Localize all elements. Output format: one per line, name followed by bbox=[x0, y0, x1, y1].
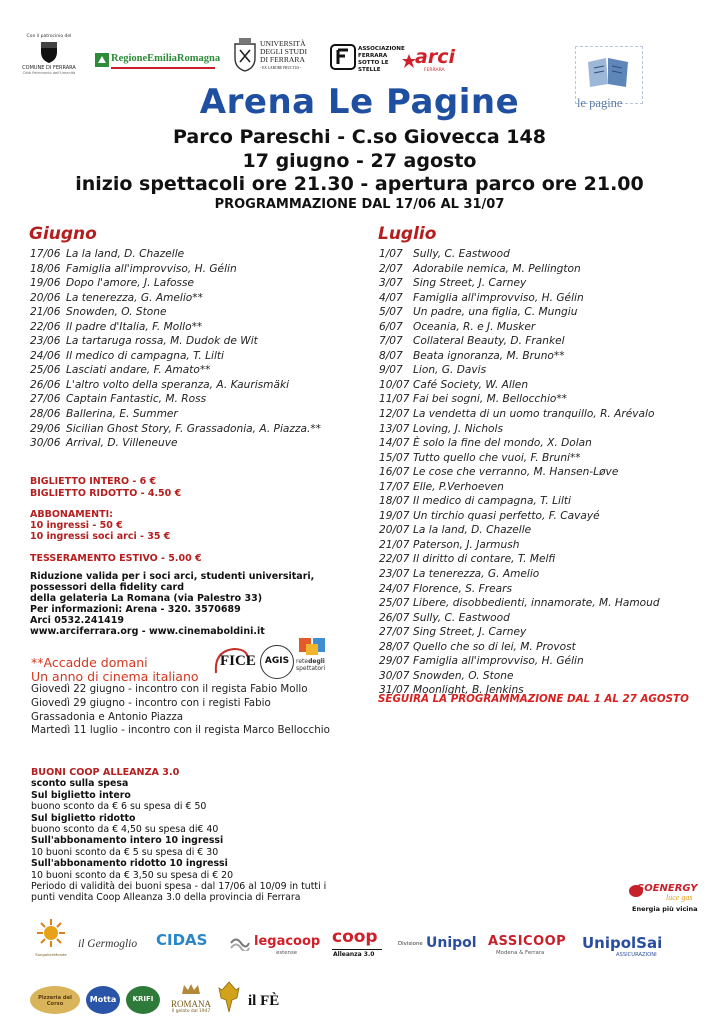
logo-regione: RegioneEmiliaRomagna bbox=[95, 50, 217, 70]
film-title: Ballerina, E. Summer bbox=[66, 408, 178, 421]
luglio-film-item bbox=[379, 538, 660, 553]
accadde-domani-title: **Accadde domani Un anno di cinema italiano bbox=[31, 655, 199, 684]
riduzione-line-3: della gelateria La Romana (via Palestro 33) bbox=[30, 593, 263, 604]
page-title: Arena Le Pagine bbox=[199, 82, 520, 122]
logo-divisione-unipol: Divisione Unipol bbox=[398, 935, 477, 951]
giugno-film-item bbox=[30, 276, 321, 291]
film-date: 11/07 bbox=[379, 393, 410, 406]
giugno-film-item bbox=[30, 334, 321, 349]
film-date: 27/07 bbox=[379, 626, 410, 639]
giugno-film-list bbox=[30, 247, 321, 451]
giugno-film-item bbox=[30, 436, 321, 451]
film-title: Lasciati andare, F. Amato** bbox=[66, 364, 211, 377]
luglio-film-item bbox=[379, 247, 660, 262]
luglio-film-item bbox=[379, 276, 660, 291]
film-title: Café Society, W. Allen bbox=[413, 378, 529, 391]
price-intero: BIGLIETTO INTERO - 6 € bbox=[30, 476, 157, 487]
riduzione-line-1: Riduzione valida per i soci arci, studenti universitari, bbox=[30, 571, 315, 582]
logo-legacoop: legacoop estense bbox=[230, 932, 316, 958]
film-title: Loving, J. Nichols bbox=[413, 422, 503, 435]
luglio-film-item bbox=[379, 625, 660, 640]
film-date: 24/07 bbox=[379, 582, 410, 595]
giugno-film-item bbox=[30, 320, 321, 335]
film-date: 18/07 bbox=[379, 495, 410, 508]
film-date: 2/07 bbox=[379, 262, 403, 275]
luglio-film-item bbox=[379, 407, 660, 422]
film-title: Un tirchio quasi perfetto, F. Cavayé bbox=[413, 509, 600, 522]
logo-soenergy: SOENERGY luce gas Energia più vicina bbox=[628, 883, 704, 917]
comune-crest-icon bbox=[39, 40, 59, 64]
film-title: Sully, C. Eastwood bbox=[413, 248, 510, 260]
giugno-film-item bbox=[30, 363, 321, 378]
film-title: Adorabile nemica, M. Pellington bbox=[413, 262, 581, 275]
film-date: 24/06 bbox=[30, 349, 61, 362]
film-title: Sing Street, J. Carney bbox=[413, 277, 527, 290]
film-title: È solo la fine del mondo, X. Dolan bbox=[413, 437, 592, 450]
logo-ferrara-sotto-le-stelle: ASSOCIAZIONE FERRARA SOTTO LE STELLE bbox=[330, 44, 396, 74]
film-title: Famiglia all'improvviso, H. Gélin bbox=[413, 655, 584, 668]
logo-cidas: CIDAS bbox=[156, 931, 208, 949]
film-title: Le cose che verranno, M. Hansen-Løve bbox=[413, 466, 619, 479]
event-line: Giovedì 29 giugno - incontro con i registi Fabio bbox=[31, 696, 271, 709]
film-date: 19/06 bbox=[30, 277, 61, 290]
luglio-film-item bbox=[379, 669, 660, 684]
film-title: Il medico di campagna, T. Lilti bbox=[66, 349, 225, 362]
film-date: 1/07 bbox=[379, 248, 403, 260]
film-title: Oceania, R. e J. Musker bbox=[413, 320, 536, 333]
film-date: 9/07 bbox=[379, 364, 403, 377]
arci-star-icon bbox=[402, 54, 416, 68]
film-title: Quello che so di lei, M. Provost bbox=[413, 640, 576, 653]
logo-le-pagine: le pagine bbox=[574, 44, 650, 116]
logo-comune-ferrara: Con il patrocinio del COMUNE DI FERRARA Città Patrimonio dell'Umanità bbox=[22, 34, 76, 75]
film-title: Beata ignoranza, M. Bruno** bbox=[413, 349, 565, 362]
film-title: Snowden, O. Stone bbox=[66, 306, 167, 319]
film-title: Snowden, O. Stone bbox=[413, 669, 514, 682]
film-title: La la land, D. Chazelle bbox=[66, 248, 185, 260]
luglio-film-item bbox=[379, 552, 660, 567]
venue-address: Parco Pareschi - C.so Giovecca 148 bbox=[173, 126, 546, 148]
unife-crest-icon bbox=[232, 38, 258, 72]
film-title: Libere, disobbedienti, innamorate, M. Hamoud bbox=[413, 597, 660, 610]
luglio-film-list bbox=[379, 247, 660, 698]
film-date: 22/06 bbox=[30, 320, 61, 333]
luglio-film-item bbox=[379, 392, 660, 407]
logo-unife: UNIVERSITÀ DEGLI STUDI DI FERRARA - EX LABORE FRUCTUS - bbox=[232, 38, 322, 78]
giugno-heading: Giugno bbox=[29, 224, 97, 244]
film-title: Lion, G. Davis bbox=[413, 364, 487, 377]
logo-fice: FICE bbox=[212, 645, 254, 677]
giugno-film-item bbox=[30, 407, 321, 422]
coop-heading: BUONI COOP ALLEANZA 3.0 bbox=[31, 767, 180, 778]
film-title: Sicilian Ghost Story, F. Grassadonia, A. Piazza.** bbox=[66, 422, 321, 435]
info-phone-arena: Per informazioni: Arena - 320. 3570689 bbox=[30, 604, 241, 615]
film-date: 28/06 bbox=[30, 408, 61, 421]
luglio-film-item bbox=[379, 611, 660, 626]
logo-pizzeria: Pizzeria del Corso bbox=[30, 986, 80, 1014]
abbonamento-soci: 10 ingressi soci arci - 35 € bbox=[30, 531, 171, 542]
luglio-film-item bbox=[379, 509, 660, 524]
film-title: Un padre, una figlia, C. Mungiu bbox=[413, 306, 578, 319]
info-phone-arci: Arci 0532.241419 bbox=[30, 615, 124, 626]
film-date: 17/06 bbox=[30, 248, 61, 260]
luglio-film-item bbox=[379, 349, 660, 364]
film-date: 31/07 bbox=[379, 684, 410, 697]
film-title: Il padre d'Italia, F. Mollo** bbox=[66, 320, 203, 333]
film-date: 26/06 bbox=[30, 378, 61, 391]
logo-arci: arci FERRARA bbox=[402, 44, 448, 74]
film-date: 19/07 bbox=[379, 509, 410, 522]
film-title: Famiglia all'improvviso, H. Gélin bbox=[413, 291, 584, 304]
film-date: 10/07 bbox=[379, 378, 410, 391]
logo-unipolsai: UnipolSai ASSICURAZIONI bbox=[582, 934, 663, 958]
film-date: 25/07 bbox=[379, 597, 410, 610]
luglio-film-item bbox=[379, 320, 660, 335]
film-title: L'altro volto della speranza, A. Kaurismäki bbox=[66, 378, 290, 391]
logo-motta: Motta bbox=[86, 986, 120, 1014]
luglio-film-item bbox=[379, 378, 660, 393]
luglio-film-item bbox=[379, 596, 660, 611]
logo-assicoop: ASSICOOP Modena & Ferrara bbox=[488, 934, 567, 956]
logo-il-fe: il FÈ bbox=[248, 993, 280, 1009]
giugno-film-item bbox=[30, 392, 321, 407]
film-title: Elle, P.Verhoeven bbox=[413, 480, 504, 493]
film-date: 28/07 bbox=[379, 640, 410, 653]
giugno-film-item bbox=[30, 247, 321, 262]
luglio-film-item bbox=[379, 422, 660, 437]
fsls-f-icon bbox=[330, 44, 356, 70]
luglio-film-item bbox=[379, 363, 660, 378]
film-date: 15/07 bbox=[379, 451, 410, 464]
abbonamento-10: 10 ingressi - 50 € bbox=[30, 520, 123, 531]
luglio-film-item bbox=[379, 262, 660, 277]
romana-crown-icon bbox=[181, 983, 201, 995]
event-line: Martedì 11 luglio - incontro con il regista Marco Bellocchio bbox=[31, 724, 330, 737]
regione-mark-icon bbox=[95, 53, 109, 67]
tesseramento: TESSERAMENTO ESTIVO - 5.00 € bbox=[30, 553, 202, 564]
film-title: Fai bei sogni, M. Bellocchio** bbox=[413, 393, 567, 406]
luglio-film-item bbox=[379, 305, 660, 320]
film-date: 23/07 bbox=[379, 568, 410, 581]
film-date: 21/07 bbox=[379, 538, 410, 551]
film-date: 29/07 bbox=[379, 655, 410, 668]
info-websites[interactable]: www.arciferrara.org - www.cinemaboldini.it bbox=[30, 626, 265, 637]
film-date: 17/07 bbox=[379, 480, 410, 493]
luglio-film-item bbox=[379, 436, 660, 451]
price-ridotto: BIGLIETTO RIDOTTO - 4.50 € bbox=[30, 488, 182, 499]
august-notice: SEGUIRÀ LA PROGRAMMAZIONE DAL 1 AL 27 AGOSTO bbox=[378, 693, 689, 705]
film-date: 12/07 bbox=[379, 408, 410, 421]
giugno-film-item bbox=[30, 378, 321, 393]
film-date: 18/06 bbox=[30, 262, 61, 275]
film-date: 29/06 bbox=[30, 422, 61, 435]
logo-eagle bbox=[218, 980, 240, 1014]
luglio-heading: Luglio bbox=[378, 224, 437, 244]
film-date: 7/07 bbox=[379, 335, 403, 348]
event-line: Grassadonia e Antonio Piazza bbox=[31, 710, 184, 723]
giugno-film-item bbox=[30, 291, 321, 306]
film-title: Tutto quello che vuoi, F. Bruni** bbox=[413, 451, 581, 464]
film-date: 8/07 bbox=[379, 349, 403, 362]
luglio-film-item bbox=[379, 465, 660, 480]
film-date: 14/07 bbox=[379, 437, 410, 450]
film-title: Arrival, D. Villeneuve bbox=[66, 437, 178, 450]
film-date: 22/07 bbox=[379, 553, 410, 566]
season-dates: 17 giugno - 27 agosto bbox=[242, 150, 477, 172]
riduzione-line-2: possessori della fidelity card bbox=[30, 582, 185, 593]
luglio-film-item bbox=[379, 640, 660, 655]
regione-underline bbox=[111, 67, 215, 69]
luglio-film-item bbox=[379, 523, 660, 538]
luglio-film-item bbox=[379, 480, 660, 495]
film-title: Sully, C. Eastwood bbox=[413, 611, 510, 624]
show-times: inizio spettacoli ore 21.30 - apertura parco ore 21.00 bbox=[75, 173, 644, 195]
logo-agis: AGIS bbox=[260, 645, 294, 679]
luglio-film-item bbox=[379, 582, 660, 597]
film-date: 3/07 bbox=[379, 277, 403, 290]
film-title: La la land, D. Chazelle bbox=[413, 524, 532, 537]
film-date: 26/07 bbox=[379, 611, 410, 624]
film-title: La vendetta di un uomo tranquillo, R. Arévalo bbox=[413, 408, 655, 421]
film-date: 30/06 bbox=[30, 437, 61, 450]
film-date: 23/06 bbox=[30, 335, 61, 348]
film-title: Famiglia all'improvviso, H. Gélin bbox=[66, 262, 237, 275]
film-date: 6/07 bbox=[379, 320, 403, 333]
film-title: Moonlight, B. Jenkins bbox=[413, 684, 524, 697]
film-date: 20/06 bbox=[30, 291, 61, 304]
film-date: 13/07 bbox=[379, 422, 410, 435]
film-title: La tartaruga rossa, M. Dudok de Wit bbox=[66, 335, 258, 348]
film-title: La tenerezza, G. Amelio** bbox=[66, 291, 203, 304]
luglio-film-item bbox=[379, 451, 660, 466]
film-title: Sing Street, J. Carney bbox=[413, 626, 527, 639]
film-date: 21/06 bbox=[30, 306, 61, 319]
logo-germoglio: il Germoglio bbox=[78, 938, 138, 950]
sun-icon bbox=[36, 918, 66, 948]
legacoop-wave-icon bbox=[230, 935, 250, 951]
film-title: La tenerezza, G. Amelio bbox=[413, 568, 540, 581]
giugno-film-item bbox=[30, 422, 321, 437]
film-title: Florence, S. Frears bbox=[413, 582, 512, 595]
film-title: Collateral Beauty, D. Frankel bbox=[413, 335, 565, 348]
luglio-film-item bbox=[379, 567, 660, 582]
logo-bongiolionmonde: SongolionMonde bbox=[34, 918, 68, 960]
accadde-events bbox=[31, 683, 330, 738]
luglio-film-item bbox=[379, 291, 660, 306]
film-date: 25/06 bbox=[30, 364, 61, 377]
film-date: 5/07 bbox=[379, 306, 403, 319]
event-line: Giovedì 22 giugno - incontro con il regista Fabio Mollo bbox=[31, 683, 308, 695]
film-title: Dopo l'amore, J. Lafosse bbox=[66, 277, 194, 290]
luglio-film-item bbox=[379, 334, 660, 349]
logo-coop-alleanza: coop Alleanza 3.0 bbox=[332, 927, 384, 961]
luglio-film-item bbox=[379, 654, 660, 669]
giugno-film-item bbox=[30, 305, 321, 320]
film-title: Il diritto di contare, T. Melfi bbox=[413, 553, 556, 566]
film-reel-icon bbox=[298, 636, 328, 656]
film-title: Captain Fantastic, M. Ross bbox=[66, 393, 207, 406]
coop-alleanza-bar: Alleanza 3.0 bbox=[332, 949, 382, 960]
giugno-film-item bbox=[30, 349, 321, 364]
logo-rete-spettatori: retedegli spettatori bbox=[296, 636, 336, 684]
film-title: Il medico di campagna, T. Lilti bbox=[413, 495, 572, 508]
film-title: Paterson, J. Jarmush bbox=[413, 538, 520, 551]
giugno-film-item bbox=[30, 262, 321, 277]
film-date: 30/07 bbox=[379, 669, 410, 682]
logo-krifi: KRIFI bbox=[126, 986, 160, 1014]
program-range: PROGRAMMAZIONE DAL 17/06 AL 31/07 bbox=[214, 197, 505, 212]
coop-section: BUONI COOP ALLEANZA 3.0 sconto sulla spesa Sul biglietto intero buono sconto da € 6 su spesa di € 50 Sul biglietto ridotto buono sconto da € 4,50 su spesa di€ 40 Sull'abbonamento intero 10 ingressi 10 buoni sconto da € 5 su spesa di € 30 Sull'abbonamento ridotto 10 ingressi 10 buoni sconto da € 3,50 su spesa di € 20 Periodo di validità dei buoni spesa - dal 17/06 al 10/09 in tutti i punti vendita Coop Alleanza 3.0 della provincia di Ferrara bbox=[31, 767, 327, 904]
film-date: 20/07 bbox=[379, 524, 410, 537]
film-date: 4/07 bbox=[379, 291, 403, 304]
film-date: 27/06 bbox=[30, 393, 61, 406]
abbonamenti-heading: ABBONAMENTI: bbox=[30, 509, 113, 520]
logo-romana: ROMANA Il gelato dal 1947 bbox=[166, 980, 216, 1020]
eagle-icon bbox=[218, 980, 240, 1014]
luglio-film-item bbox=[379, 494, 660, 509]
film-date: 16/07 bbox=[379, 466, 410, 479]
